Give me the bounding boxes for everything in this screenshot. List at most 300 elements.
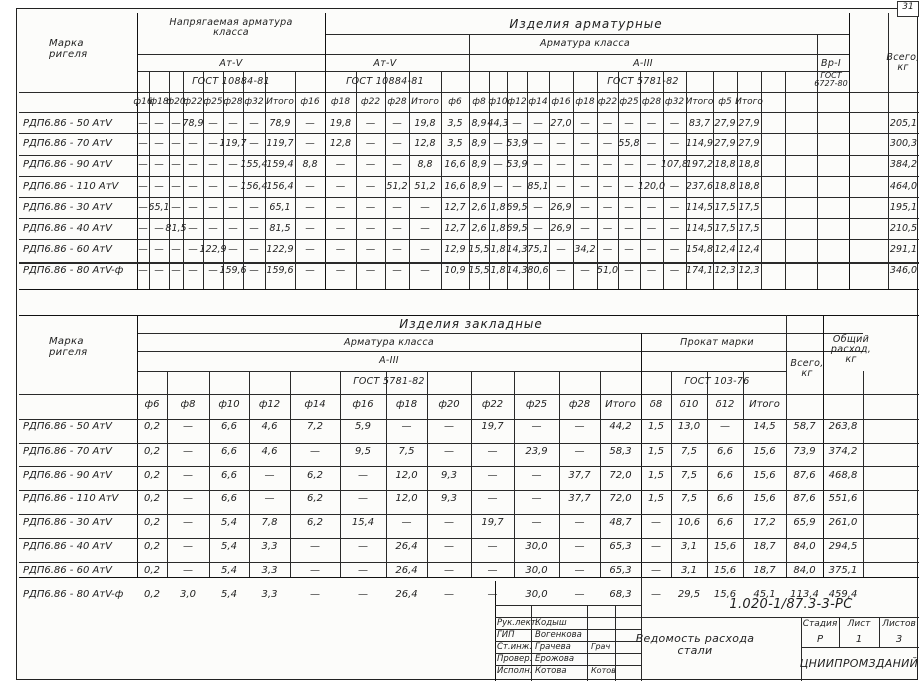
t1-cell: — [646,159,657,170]
t1-col-line [640,71,641,289]
t2-cell: 7,8 [261,517,278,528]
t1-cell: — [365,244,376,255]
t1-cell: — [580,138,590,149]
t2-cell: 1,5 [648,493,664,504]
t1-cell: 1,8 [490,244,506,255]
t1-cell: 81,5 [165,223,187,234]
t1-cell: 159,6 [219,265,247,276]
t1-cell: — [154,223,164,234]
t1-cell: 27,0 [550,118,572,129]
t1-cls-at5b: Ат-V [373,58,397,69]
t1-cell: 18,8 [714,181,736,192]
t2-cell: 10,6 [677,517,701,528]
t1-cell: 51,0 [596,265,619,276]
t1-cell: — [646,202,657,213]
t2-row-name: РДП6.86 - 80 АтV-ф [23,589,124,600]
t1-cell: — [249,202,259,213]
t1-cell: 18,8 [714,159,736,170]
t1-cell: — [228,118,238,129]
t2-cell: 5,4 [221,589,237,600]
t1-cell: 119,7 [219,138,247,149]
t1-col-head: ф16 [300,97,320,107]
t2-cell: 0,2 [144,493,160,504]
t1-cell: — [533,118,543,129]
t1-cell: 156,4 [266,181,294,192]
t2-col-head: ф6 [144,399,160,410]
t2-cell: 15,4 [351,517,375,528]
t1-cell: — [624,244,634,255]
t2-cell: 4,6 [261,421,278,432]
organization-name: ЦНИИПРОМЗДАНИЙ [799,657,919,670]
t2-cell: — [358,589,368,600]
t1-cell: — [392,159,402,170]
t1-cell: — [171,118,181,129]
t2-cell: 3,0 [180,589,196,600]
t1-cls-bp: Вр-I [821,58,841,69]
t1-cell: — [138,202,148,213]
t2-cell: 87,6 [793,470,816,481]
t1-cell: 27,9 [714,118,736,129]
t2-col-line [249,371,250,577]
t1-cell: — [624,202,634,213]
t2-cell: — [401,421,412,432]
t2-row-name: РДП6.86 - 60 АтV [23,565,113,576]
t1-cell: — [580,159,590,170]
t2-cell: 374,2 [828,446,858,457]
t2-col-head: ф25 [525,399,548,410]
t1-col-head: ф25 [203,97,223,107]
t1-cell: 14,3 [506,244,528,255]
t1-cell: 197,2 [685,159,714,170]
t2-cell: 30,0 [525,589,548,600]
t1-col-head: Итого [685,97,714,107]
t1-col-head: Итого [266,97,294,107]
stamp-signature: Грач [591,642,611,651]
t1-cell: — [171,159,181,170]
t1-cell: — [602,118,613,129]
t2-cell: — [310,541,320,552]
t2-cell: — [444,421,454,432]
t2-cell: — [444,589,454,600]
t1-cell: — [669,118,680,129]
stamp-code-line [641,617,919,618]
t1-cell: — [392,138,402,149]
t1-cell: — [556,159,566,170]
t1-cell: — [228,223,238,234]
t1-cell: — [138,223,148,234]
stamp-col [839,617,840,647]
t2-obsh: Общий расход, кг [830,334,872,365]
t1-cell: — [392,202,402,213]
t1-cell: — [533,202,543,213]
t2-col-line [600,371,601,577]
t1-col-line [409,71,410,289]
t1-cell: 18,8 [738,181,760,192]
t1-cell: — [533,223,543,234]
t2-grp-line [137,333,863,334]
t1-row-name: РДП6.86 - 40 АтV [23,223,113,234]
t2-cell: — [183,421,193,432]
t1-cell: — [602,181,613,192]
t2-row-line [19,419,919,420]
t1-cell: — [228,244,238,255]
t1-cell: 291,1 [889,244,918,255]
t1-cell: — [420,202,430,213]
t2-cell: — [183,446,193,457]
t2-cell: — [651,589,661,600]
t2-vsego: Всего, кг [790,358,824,379]
t2-row-name: РДП6.86 - 50 АтV [23,421,113,432]
t1-cell: — [533,159,543,170]
t2-cell: 23,9 [525,446,548,457]
t1-cell: 14,3 [506,265,528,276]
t1-cell: 27,9 [714,138,736,149]
t1-cell: — [154,159,164,170]
t2-cell: 9,5 [355,446,371,457]
t1-cell: 12,3 [714,265,736,276]
t2-row-name: РДП6.86 - 90 АтV [23,470,113,481]
list-value: 1 [855,634,863,645]
t1-cell: 122,9 [199,244,227,255]
t2-col-line [427,371,428,577]
t2-cell: 0,2 [144,517,160,528]
t1-itogo-b [441,71,442,289]
stamp-role: Рук.лект. [497,618,539,628]
t1-cls-a3: А-III [633,58,653,69]
t1-cell: 114,9 [685,138,714,149]
t1-cell: — [228,159,238,170]
t1-row-line [19,176,919,177]
stadia-value: Р [816,634,824,645]
t2-cell: — [574,589,585,600]
t1-itogo-c [785,71,786,289]
t1-cell: — [512,181,522,192]
t2-cell: — [444,541,454,552]
t1-cell: — [138,265,148,276]
t2-cell: 72,0 [609,493,632,504]
t2-col-line [340,371,341,577]
t1-cell: — [154,265,164,276]
t1-cell: — [208,181,218,192]
t1-cell: 34,2 [574,244,596,255]
t1-cell: 16,6 [444,159,466,170]
t1-cell: — [580,202,590,213]
t2-cell: 3,3 [261,565,278,576]
t1-cell: — [493,159,503,170]
t2-row-line [19,490,919,491]
t1-cell: — [138,159,148,170]
t2-sub-arm: Арматура класса [344,337,434,348]
t2-cell: 375,1 [828,565,858,576]
t2-cell: 19,7 [481,421,504,432]
t2-row-name: РДП6.86 - 40 АтV [23,541,113,552]
t1-cell: 12,9 [444,244,466,255]
t2-cell: 113,4 [790,589,819,600]
t2-cell: 6,6 [221,446,237,457]
t1-cell: — [335,181,346,192]
t1-cell: 27,9 [738,138,760,149]
t1-cell: 81,5 [269,223,291,234]
t1-gost-d: ГОСТ 6727-80 [814,71,848,89]
t1-col-head: ф28 [641,97,662,107]
t1-cell: — [188,159,198,170]
t1-cell: 300,3 [889,138,918,149]
t1-row-line [19,197,919,198]
t2-cell: — [444,446,454,457]
t1-col-head: ф32 [664,97,685,107]
t2-col-head: ф28 [568,399,591,410]
t2-cell: 5,4 [221,517,237,528]
t2-cls-a3: А-III [379,355,399,366]
t1-cell: — [556,265,566,276]
t2-cell: 5,4 [221,565,237,576]
t1-cell: — [138,181,148,192]
t2-cell: 13,0 [677,421,701,432]
t1-cell: — [669,223,680,234]
t1-cell: 78,9 [182,118,204,129]
t1-cell: — [365,202,376,213]
stamp-person-line [495,605,641,606]
t1-cell: 2,6 [471,223,487,234]
t2-cell: 0,2 [144,565,160,576]
t1-cell: 159,4 [266,159,294,170]
t1-cell: — [154,118,164,129]
t2-col-head: ф20 [438,399,460,410]
t2-cell: — [444,565,454,576]
t1-cell: — [138,118,148,129]
t1-cell: 27,9 [738,118,760,129]
t1-row-name: РДП6.86 - 80 АтV-ф [23,265,124,276]
t1-marka-label: Марка ригеля [49,38,88,60]
t2-cell: — [264,493,275,504]
t1-col-head: ф5 [718,97,732,107]
t1-col-line [663,71,664,289]
t1-cell: — [228,181,238,192]
t2-cell: — [487,565,498,576]
t1-col-head: Итого [411,97,439,107]
t1-cell: — [249,223,259,234]
t1-row-line [19,133,919,134]
t2-cell: 3,1 [681,541,697,552]
t1-cell: 53,9 [506,138,528,149]
t2-cell: — [183,493,193,504]
t1-col-head: ф16 [133,97,153,107]
stamp-signature: Котов [591,666,616,675]
t1-cell: 155,4 [240,159,268,170]
t2-cell: 30,0 [525,565,548,576]
t1-cell: — [392,265,402,276]
t1-row-line [19,263,919,264]
t1-row-name: РДП6.86 - 70 АтV [23,138,113,149]
t2-col-head: ф14 [304,399,326,410]
t1-cell: 55,8 [618,138,640,149]
t1-cell: — [580,118,590,129]
t1-cell: — [624,118,634,129]
t1-cell: 18,8 [738,159,760,170]
t1-col-head: ф22 [183,97,203,107]
t1-cell: 26,9 [550,202,572,213]
t2-cell: 6,6 [717,517,733,528]
t1-row-name: РДП6.86 - 90 АтV [23,159,113,170]
t2-col-head: ф16 [352,399,374,410]
t1-cell: — [624,159,634,170]
t2-cell: 263,8 [828,421,858,432]
t2-row-line [19,443,919,444]
t2-col-line [386,371,387,577]
t1-cell: 1,8 [490,265,506,276]
t2-cell: 58,3 [609,446,632,457]
t2-row-line [19,562,919,563]
t2-cell: 15,6 [713,589,737,600]
t1-cell: — [533,138,543,149]
t1-row-line [19,155,919,156]
t1-cell: — [335,159,346,170]
t1-cell: 1,8 [490,202,506,213]
t1-cell: — [138,138,148,149]
t1-cell: — [208,138,218,149]
t2-cell: 0,2 [144,421,160,432]
t2-cell: — [487,589,498,600]
t1-cell: 114,5 [685,223,714,234]
t1-group-sep [325,13,326,289]
t1-cell: — [646,118,657,129]
t1-cell: — [305,244,315,255]
t2-cell: 261,0 [828,517,858,528]
t1-cls-line [137,54,325,55]
t1-cell: 85,1 [527,181,549,192]
t2-col-line [743,371,744,577]
t1-row-line [19,218,919,219]
t2-col-line [290,371,291,577]
t2-cell: 15,6 [753,446,776,457]
stamp-col [879,617,880,647]
t1-izd-sub-line [325,34,849,35]
t1-gost-c: ГОСТ 5781-82 [607,76,679,87]
t1-col-line [295,71,296,289]
t2-cell: 26,4 [395,565,418,576]
t1-cell: — [305,181,315,192]
t2-cell: — [487,446,498,457]
drawing-sheet [16,2,920,680]
t2-cell: 4,6 [261,446,278,457]
t1-group-napr: Напрягаемая арматура класса [169,17,293,38]
t1-cell: — [646,138,657,149]
t1-gost-a: ГОСТ 10884-81 [192,76,270,87]
t1-gost-b: ГОСТ 10884-81 [346,76,424,87]
t1-cell: — [228,202,238,213]
t1-cell: — [493,138,503,149]
t2-cell: 5,9 [355,421,371,432]
t2-sub-prokat: Прокат марки [680,337,754,348]
t1-cell: 8,8 [302,159,318,170]
t1-cell: 69,5 [506,223,528,234]
t1-cell: — [602,159,613,170]
t2-col-head: Итого [605,399,636,410]
t2-cell: 18,7 [753,541,776,552]
t1-col-head: ф22 [360,97,381,107]
t1-cell: 51,2 [386,181,408,192]
t2-cell: 17,2 [753,517,776,528]
t2-cell: 45,1 [753,589,776,600]
t2-cell: — [574,421,585,432]
t1-cell: 8,9 [471,181,487,192]
stamp-role: Ст.инж. [497,642,533,652]
t1-col-head: ф18 [575,97,595,107]
t2-cell: — [651,541,661,552]
stamp-role: Провер. [497,654,533,664]
t2-cell: 84,0 [793,565,816,576]
t1-row-name: РДП6.86 - 110 АтV [23,181,119,192]
t1-col-line [549,71,550,289]
t1-cell: — [646,244,657,255]
t1-cell: 16,6 [444,181,466,192]
t1-col-head: ф28 [387,97,407,107]
t1-cell: — [669,181,680,192]
t2-cell: 9,3 [441,470,457,481]
t1-col-line [385,71,386,289]
t2-cell: 7,5 [681,446,697,457]
t1-cell: — [249,118,259,129]
t1-cell: — [208,202,218,213]
t2-gost-arm: ГОСТ 5781-82 [353,376,425,387]
t1-cell: — [171,202,181,213]
t2-cell: 65,3 [609,565,632,576]
t1-cell: 107,8 [660,159,689,170]
t1-col-head: ф20 [166,97,186,107]
t1-cell: 83,7 [688,118,711,129]
t2-cell: — [487,493,498,504]
t1-cell: — [208,265,218,276]
t2-cell: 3,3 [261,541,278,552]
t2-row-line [19,538,919,539]
t1-cell: — [580,181,590,192]
t1-cls-at5a: Ат-V [219,58,243,69]
t2-cell: 73,9 [793,446,816,457]
t1-cell: — [188,244,198,255]
t2-cell: 1,5 [648,421,664,432]
t1-col-head: ф6 [448,97,462,107]
t2-col-line [863,371,864,577]
t2-cell: — [310,565,320,576]
t2-cell: 19,7 [481,517,504,528]
t2-cell: 1,5 [648,470,664,481]
t1-cell: — [669,244,680,255]
sheet-number: 31 [897,1,919,17]
t1-total-sep [849,13,850,289]
t1-cell: — [365,181,376,192]
t1-col-head: ф10 [488,97,508,107]
t2-cell: — [183,517,193,528]
t1-cell: — [208,159,218,170]
t1-cell: — [646,265,657,276]
t1-cell: — [420,244,430,255]
t1-vsego: Всего, кг [886,52,920,73]
t2-cell: 6,6 [717,470,733,481]
t1-cell: — [556,181,566,192]
t2-cell: — [720,421,730,432]
t1-cell: — [624,223,634,234]
t2-col-head: ф10 [218,399,240,410]
t2-cell: 12,0 [395,470,418,481]
t1-cell: 17,5 [714,202,736,213]
t1-cell: 120,0 [637,181,666,192]
t1-cell: 65,1 [269,202,291,213]
t2-cell: 6,2 [307,493,323,504]
t2-cell: — [574,446,585,457]
t2-cell: 18,7 [753,565,776,576]
t1-cell: — [138,244,148,255]
t2-cell: — [574,517,585,528]
